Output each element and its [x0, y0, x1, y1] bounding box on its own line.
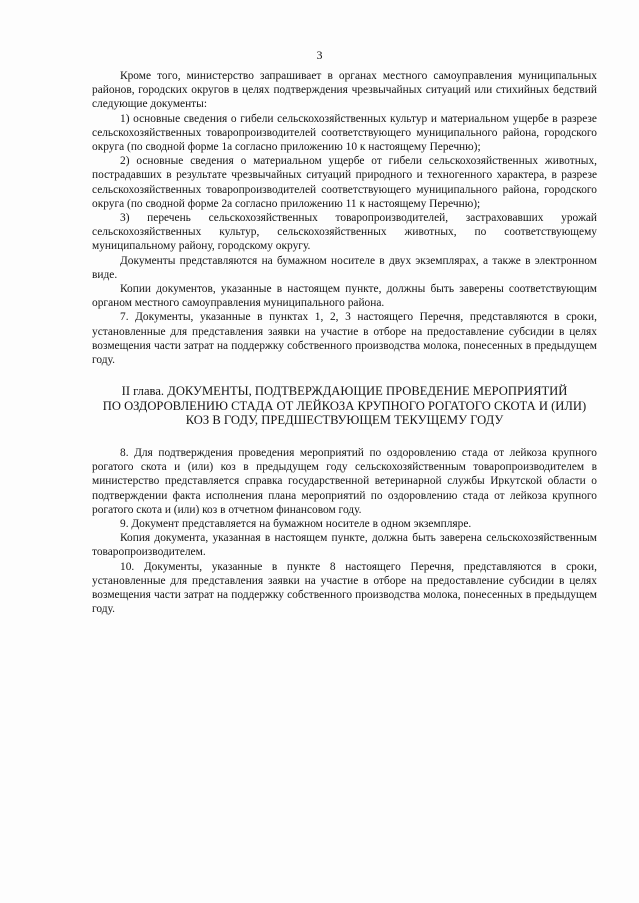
- chapter-heading-line-1: II глава. ДОКУМЕНТЫ, ПОДТВЕРЖДАЮЩИЕ ПРОВЕДЕНИЕ МЕРОПРИЯТИЙ: [121, 384, 568, 399]
- paragraph-point-10: 10. Документы, указанные в пункте 8 настоящего Перечня, представляются в сроки, установленные для представления заявки на участие в отборе на предоставление субсидии в целях возмещения части затрат на поддержку собственного производства молока, понесенных в предыдущем году.: [92, 560, 597, 616]
- paragraph-copy-certified: Копия документа, указанная в настоящем пункте, должна быть заверена сельскохозяйственным товаропроизводителем.: [92, 532, 597, 559]
- paragraph-point-8: 8. Для подтверждения проведения мероприятий по оздоровлению стада от лейкоза крупного рогатого скота и (или) коз в предыдущем году сельскохозяйственным товаропроизводителем в министерство представляется справка государственной ветеринарной службы Иркутской области о подтверждении факта исполнения плана мероприятий по оздоровлению стада от лейкоза крупного рогатого скота и (или) коз в отчетном финансовом году.: [92, 447, 597, 516]
- paragraph-item-3: 3) перечень сельскохозяйственных товаропроизводителей, застраховавших урожай сельскохозяйственных культур, сельскохозяйственных животных, по соответствующему муниципальному району, городскому округу.: [92, 212, 597, 253]
- paragraph-point-9: 9. Документ представляется на бумажном носителе в одном экземпляре.: [120, 518, 472, 531]
- paragraph-item-2: 2) основные сведения о материальном ущербе от гибели сельскохозяйственных животных, пострадавших в результате чрезвычайных ситуаций природного и техногенного характера, в разрезе сельскохозяйственных товаропроизводителей соответствующего муниципального района, городского округа (по сводной форме 2а согласно приложению 11 к настоящему Перечню);: [92, 155, 597, 210]
- paragraph-item-1: 1) основные сведения о гибели сельскохозяйственных культур и материальном ущербе в разрезе сельскохозяйственных товаропроизводителей соответствующего муниципального района, городского округа (по сводной форме 1а согласно приложению 10 к настоящему Перечню);: [92, 112, 597, 154]
- paragraph-point-7: 7. Документы, указанные в пунктах 1, 2, 3 настоящего Перечня, представляются в сроки, установленные для представления заявки на участие в отборе на предоставление субсидии в целях возмещения части затрат на поддержку собственного производства молока, понесенных в предыдущем году.: [92, 311, 597, 367]
- page-number: 3: [316, 48, 323, 62]
- document-body: [92, 69, 597, 616]
- chapter-heading: [92, 384, 597, 428]
- chapter-heading-line-3: КОЗ В ГОДУ, ПРЕДШЕСТВУЮЩЕМ ТЕКУЩЕМУ ГОДУ: [185, 413, 504, 428]
- paragraph-intro: Кроме того, министерство запрашивает в органах местного самоуправления муниципальных районов, городских округов в целях подтверждения чрезвычайных ситуаций или стихийных бедствий следующие документы:: [92, 70, 597, 111]
- paragraph-copies-certified: Копии документов, указанные в настоящем пункте, должны быть заверены соответствующим органом местного самоуправления муниципального района.: [92, 283, 597, 310]
- paragraph-copies-format: Документы представляются на бумажном носителе в двух экземплярах, а также в электронном виде.: [92, 254, 597, 281]
- chapter-heading-line-2: ПО ОЗДОРОВЛЕНИЮ СТАДА ОТ ЛЕЙКОЗА КРУПНОГО РОГАТОГО СКОТА И (ИЛИ): [102, 398, 587, 413]
